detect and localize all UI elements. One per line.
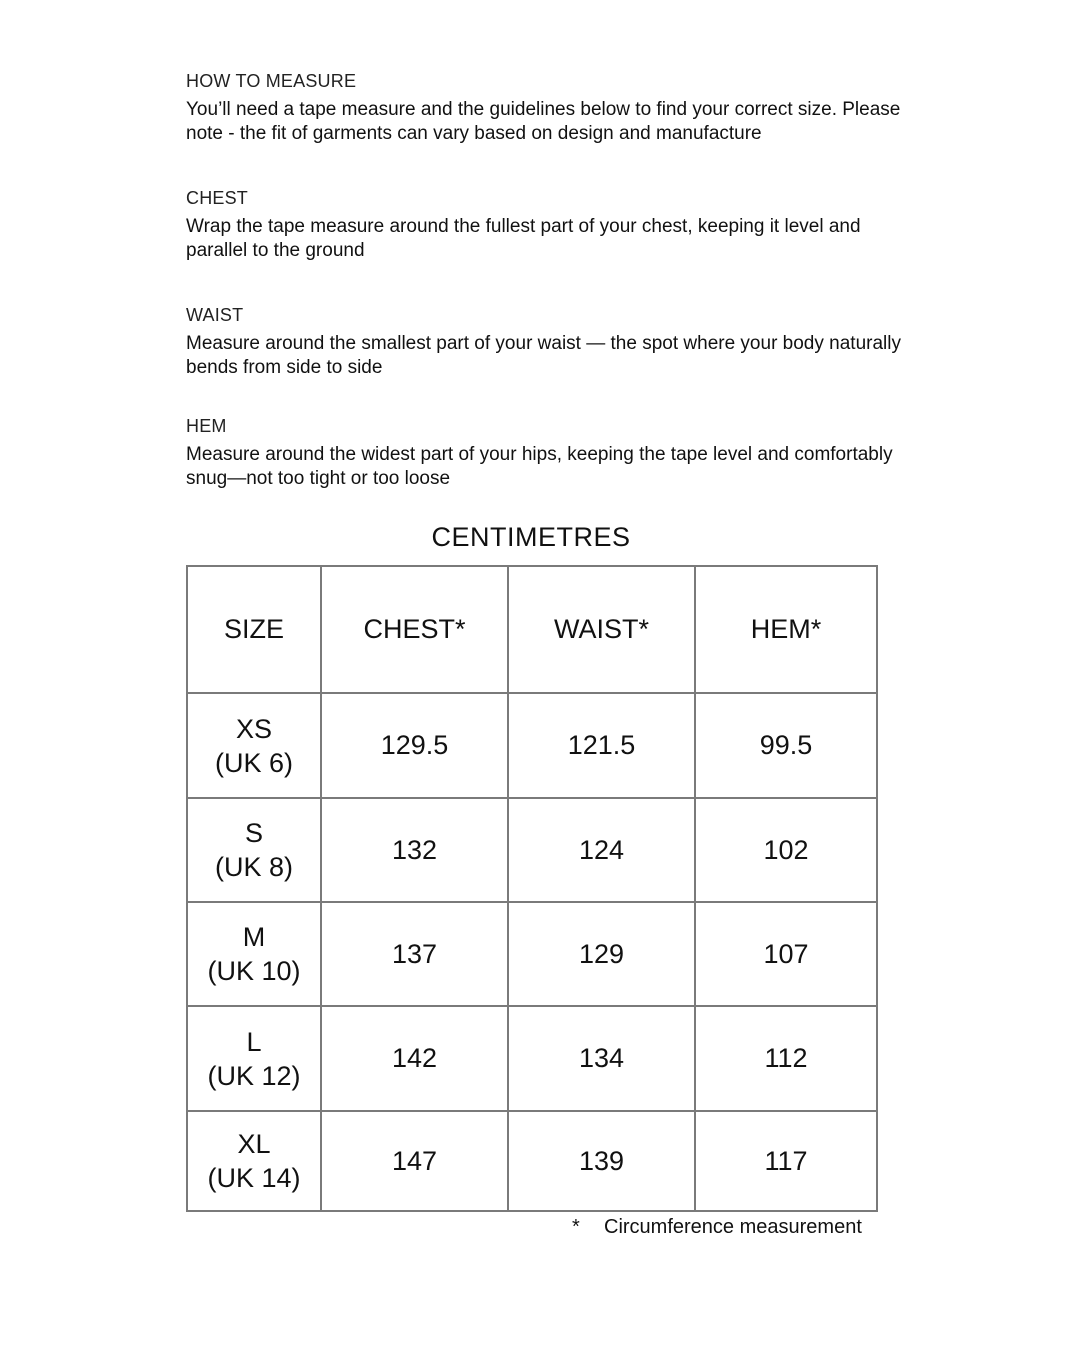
section-chest: [186, 187, 926, 263]
chest-cell: 129.5: [321, 693, 508, 798]
section-heading: HEM: [186, 416, 227, 436]
waist-cell: 121.5: [508, 693, 695, 798]
waist-cell: 124: [508, 798, 695, 902]
size-letter: S: [244, 818, 263, 848]
size-table: [186, 565, 878, 1212]
chest-cell: 137: [321, 902, 508, 1006]
hem-cell: 117: [695, 1111, 877, 1211]
section-heading: CHEST: [186, 188, 249, 208]
section-how-to-measure: [186, 70, 926, 146]
table-row: [187, 1006, 877, 1111]
table-row: [187, 798, 877, 902]
column-header-waist: WAIST*: [508, 566, 695, 693]
section-body: You’ll need a tape measure and the guidelines below to find your correct size. Please note - the fit of garments can vary based on design and manufacture: [186, 99, 901, 144]
section-body: Wrap the tape measure around the fullest part of your chest, keeping it level and parallel to the ground: [186, 216, 861, 261]
column-header-size: SIZE: [187, 566, 321, 693]
table-header-row: [187, 566, 877, 693]
column-header-chest: CHEST*: [321, 566, 508, 693]
hem-cell: 107: [695, 902, 877, 1006]
waist-cell: 129: [508, 902, 695, 1006]
size-uk: (UK 12): [207, 1060, 301, 1091]
hem-cell: 102: [695, 798, 877, 902]
section-heading: HOW TO MEASURE: [186, 71, 357, 91]
section-hem: [186, 415, 926, 491]
table-row: [187, 693, 877, 798]
size-cell: [187, 1006, 321, 1111]
footnote: [572, 1216, 892, 1239]
table-row: [187, 1111, 877, 1211]
column-header-hem: HEM*: [695, 566, 877, 693]
size-letter: XL: [237, 1129, 271, 1159]
chest-cell: 142: [321, 1006, 508, 1111]
chest-cell: 132: [321, 798, 508, 902]
size-uk: (UK 6): [214, 747, 293, 778]
size-cell: [187, 798, 321, 902]
size-uk: (UK 10): [207, 956, 301, 986]
footnote-text: Circumference measurement: [604, 1216, 862, 1238]
section-heading: WAIST: [186, 305, 244, 325]
waist-cell: 134: [508, 1006, 695, 1111]
chest-cell: 147: [321, 1111, 508, 1211]
size-uk: (UK 14): [207, 1163, 301, 1193]
size-cell: [187, 1111, 321, 1211]
section-body: Measure around the widest part of your hips, keeping the tape level and comfortably snug—not too tight or too loose: [186, 444, 893, 489]
size-cell: [187, 693, 321, 798]
table-row: [187, 902, 877, 1006]
table-title: CENTIMETRES: [431, 522, 631, 552]
size-cell: [187, 902, 321, 1006]
hem-cell: 99.5: [695, 693, 877, 798]
size-letter: XS: [235, 713, 273, 744]
footnote-marker: *: [572, 1216, 580, 1238]
size-letter: M: [242, 922, 266, 952]
waist-cell: 139: [508, 1111, 695, 1211]
size-letter: L: [246, 1026, 262, 1057]
hem-cell: 112: [695, 1006, 877, 1111]
size-uk: (UK 8): [214, 852, 293, 882]
section-waist: [186, 304, 926, 380]
section-body: Measure around the smallest part of your waist — the spot where your body naturally bends from side to side: [186, 333, 901, 378]
